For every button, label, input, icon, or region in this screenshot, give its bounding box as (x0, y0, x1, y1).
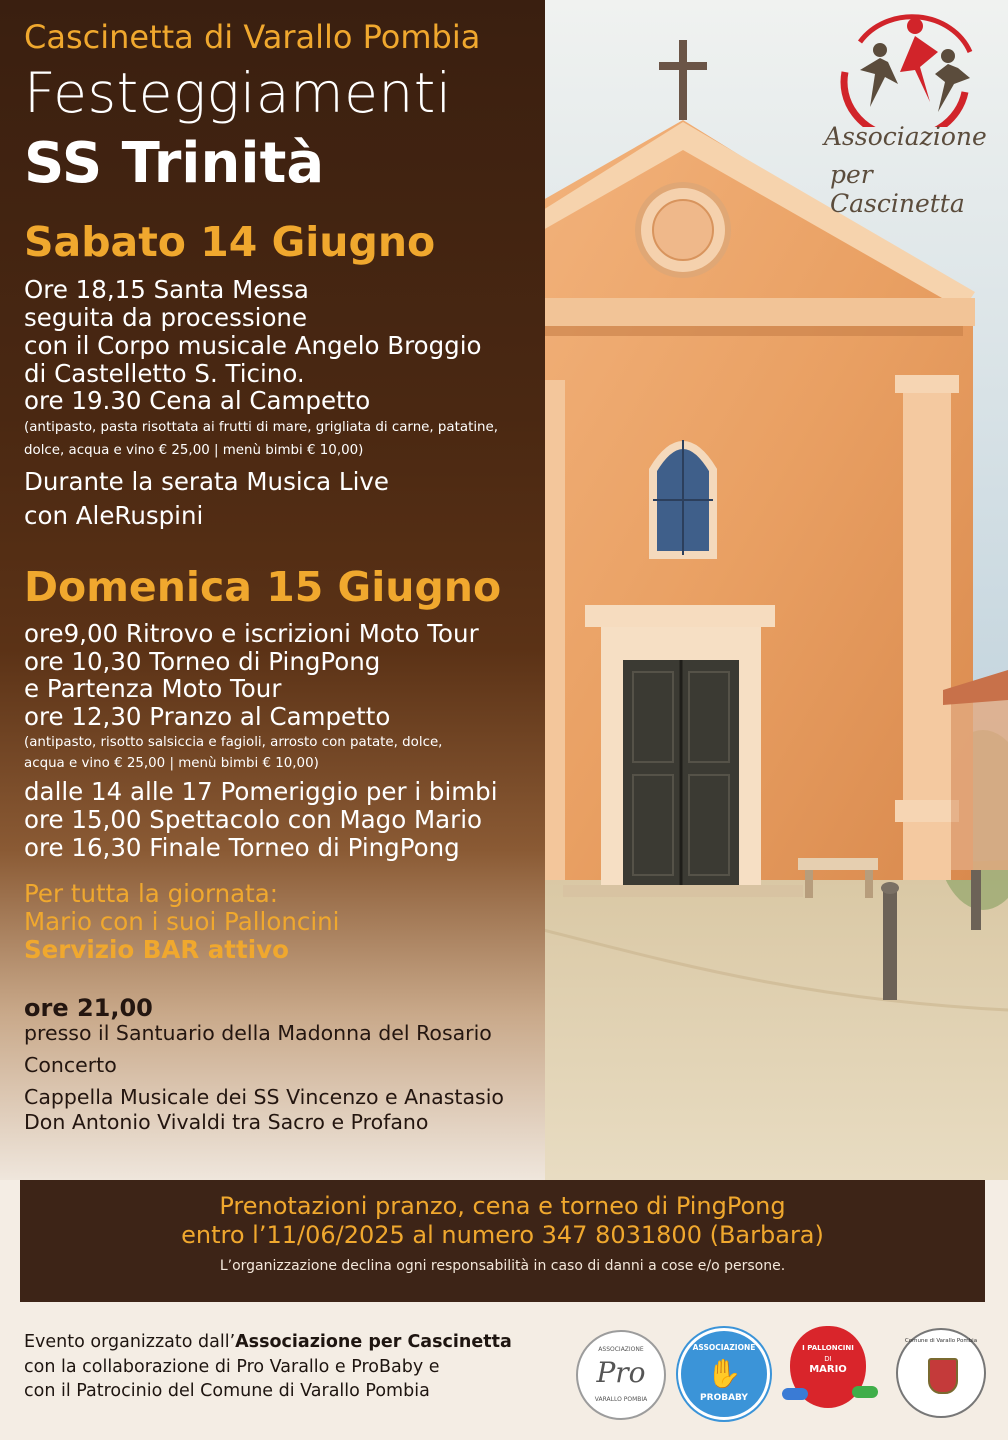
mario-logo-line3: MARIO (809, 1364, 847, 1375)
credits-line1 (24, 1330, 512, 1355)
saturday-line: Ore 18,15 Santa Messa (24, 275, 309, 304)
concert-time: ore 21,00 (24, 994, 153, 1022)
credits-organizer: Associazione per Cascinetta (235, 1332, 512, 1352)
concert-line: Don Antonio Vivaldi tra Sacro e Profano (24, 1110, 429, 1134)
sunday-line: ore9,00 Ritrovo e iscrizioni Moto Tour (24, 619, 479, 648)
sunday-menu: acqua e vino € 25,00 | menù bimbi € 10,00) (24, 756, 319, 771)
saturday-heading: Sabato 14 Giugno (24, 218, 436, 266)
sunday-line: ore 15,00 Spettacolo con Mago Mario (24, 805, 483, 834)
sunday-line: ore 12,30 Pranzo al Campetto (24, 702, 391, 731)
allday-balloons: Mario con i suoi Palloncini (24, 907, 340, 936)
saturday-line: ore 19.30 Cena al Campetto (24, 386, 371, 415)
association-logo-line1: Associazione (824, 122, 987, 151)
saturday-line: seguita da processione (24, 303, 308, 332)
saturday-line: di Castelletto S. Ticino. (24, 359, 305, 388)
association-logo-line2: per Cascinetta (830, 160, 965, 218)
probaby-logo-top: ASSOCIAZIONE (692, 1343, 756, 1352)
location-title: Cascinetta di Varallo Pombia (24, 18, 481, 56)
pro-logo-mark: Pro (596, 1356, 646, 1389)
comune-varallo-logo (896, 1328, 986, 1418)
booking-line2: entro l’11/06/2025 al numero 347 8031800 (Barbara) (181, 1221, 824, 1249)
sunday-heading: Domenica 15 Giugno (24, 563, 502, 611)
coat-of-arms-icon (928, 1358, 958, 1394)
saturday-music: Durante la serata Musica Live (24, 467, 389, 496)
saturday-music: con AleRuspini (24, 501, 204, 530)
concert-place: presso il Santuario della Madonna del Rosario (24, 1021, 492, 1045)
organizer-credits (24, 1330, 512, 1404)
sunday-line: e Partenza Moto Tour (24, 674, 282, 703)
concert-label: Concerto (24, 1053, 117, 1077)
saturday-menu: dolce, acqua e vino € 25,00 | menù bimbi € 10,00) (24, 443, 364, 458)
pro-logo-top: ASSOCIAZIONE (598, 1346, 644, 1353)
allday-bar: Servizio BAR attivo (24, 935, 289, 964)
festival-title: Festeggiamenti (24, 61, 452, 125)
credits-line3: con il Patrocinio del Comune di Varallo Pombia (24, 1381, 430, 1402)
sunday-menu: (antipasto, risotto salsiccia e fagioli, arrosto con patate, dolce, (24, 735, 443, 750)
booking-disclaimer: L’organizzazione declina ogni responsabilità in caso di danni a cose e/o persone. (219, 1258, 786, 1274)
booking-line1: Prenotazioni pranzo, cena e torneo di PingPong (219, 1192, 786, 1220)
dancing-figures-icon (820, 12, 1000, 127)
hand-icon: ✋ (706, 1357, 742, 1390)
saturday-menu: (antipasto, pasta risottata ai frutti di mare, grigliata di carne, patatine, (24, 420, 499, 435)
credits-prefix: Evento organizzato dall’ (24, 1332, 236, 1352)
mario-logo-line2: DI (824, 1355, 832, 1363)
booking-banner (20, 1180, 985, 1302)
sunday-line: ore 16,30 Finale Torneo di PingPong (24, 833, 460, 862)
pro-varallo-logo (576, 1330, 666, 1420)
saturday-line: con il Corpo musicale Angelo Broggio (24, 331, 482, 360)
mario-logo-line1: I PALLONCINI (802, 1344, 854, 1352)
festival-subtitle: SS Trinità (24, 131, 325, 196)
probaby-logo-bottom: PROBABY (700, 1393, 748, 1403)
comune-logo-text: Comune di Varallo Pombia (904, 1338, 978, 1344)
probaby-logo (678, 1328, 770, 1420)
concert-line: Cappella Musicale dei SS Vincenzo e Anastasio (24, 1085, 504, 1109)
sunday-line: ore 10,30 Torneo di PingPong (24, 647, 381, 676)
credits-line2: con la collaborazione di Pro Varallo e ProBaby e (24, 1356, 440, 1377)
pro-logo-bottom: VARALLO POMBIA (594, 1396, 648, 1403)
balloon-animal-icon (782, 1380, 882, 1408)
association-logo (820, 12, 1000, 218)
sunday-line: dalle 14 alle 17 Pomeriggio per i bimbi (24, 777, 498, 806)
allday-heading: Per tutta la giornata: (24, 879, 278, 908)
